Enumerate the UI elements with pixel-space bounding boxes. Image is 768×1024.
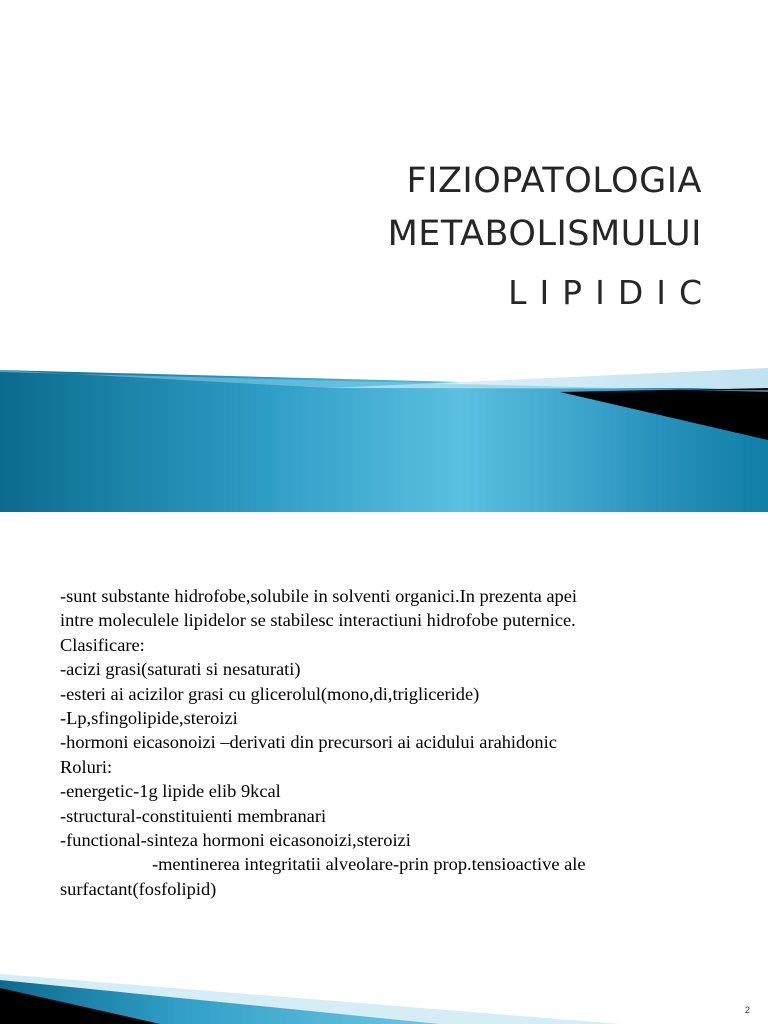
- content-slide: [0, 512, 768, 1024]
- text-line: Clasificare:: [60, 634, 145, 655]
- text-line: -mentinerea integritatii alveolare-prin prop.tensioactive ale: [152, 854, 586, 875]
- text-line: intre moleculele lipidelor se stabilesc interactiuni hidrofobe puternice.: [60, 610, 576, 631]
- text-line: -energetic-1g lipide elib 9kcal: [60, 781, 281, 802]
- page-number: 2: [744, 1005, 750, 1015]
- text-line: -hormoni eicasonoizi –derivati din precursori ai acidului arahidonic: [60, 732, 557, 753]
- title-line-2: METABOLISMULUI: [387, 214, 702, 254]
- slide-body-text: [60, 584, 720, 901]
- text-line: -esteri ai acizilor grasi cu glicerolul(mono,di,trigliceride): [60, 683, 480, 704]
- text-line: -functional-sinteza hormoni eicasonoizi,steroizi: [60, 830, 411, 851]
- text-line: -structural-constituienti membranari: [60, 805, 327, 826]
- text-line: -Lp,sfingolipide,steroizi: [60, 708, 238, 729]
- title-line-3: LIPIDIC: [508, 273, 715, 312]
- decorative-teal-band: [0, 360, 768, 512]
- title-line-1: FIZIOPATOLOGIA: [406, 161, 702, 201]
- slide-title: [387, 155, 715, 323]
- text-line: -acizi grasi(saturati si nesaturati): [60, 659, 301, 680]
- decorative-bottom-band: [0, 944, 768, 1024]
- text-line: -sunt substante hidrofobe,solubile in solventi organici.In prezenta apei: [60, 586, 578, 606]
- text-line: Roluri:: [60, 756, 113, 777]
- text-line: surfactant(fosfolipid): [60, 878, 217, 899]
